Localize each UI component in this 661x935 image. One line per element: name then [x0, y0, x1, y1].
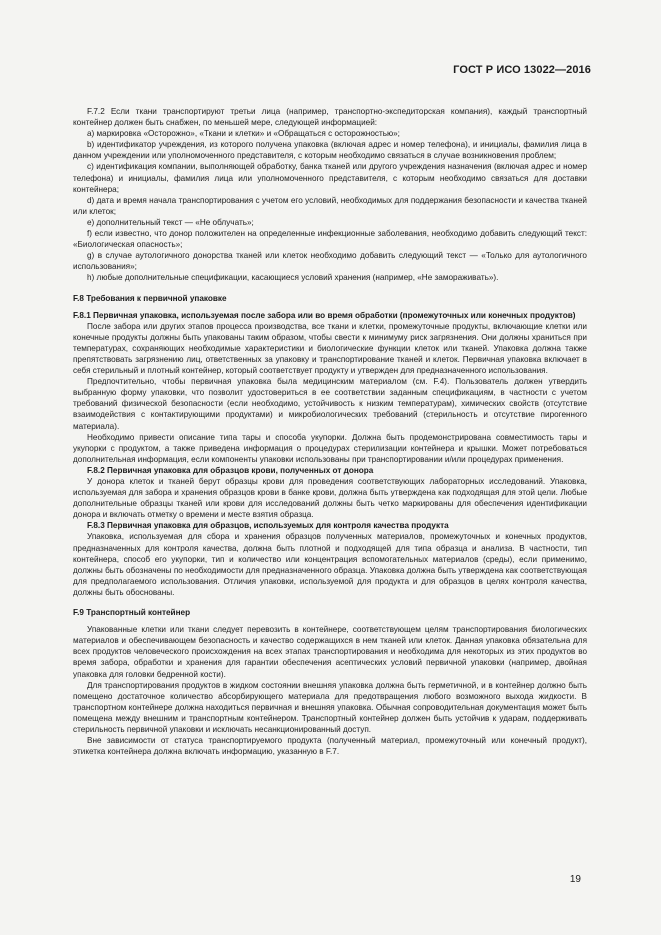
subsection-f83-title: F.8.3 Первичная упаковка для образцов, используемых для контроля качества продукта — [87, 521, 449, 531]
f72-item-f: f) если известно, что донор положителен на определенные инфекционные заболевания, необходимо добавить следующий текст: «Биологическая опасность»; — [73, 229, 587, 250]
f82-paragraph: У донора клеток и тканей берут образцы крови для проведения соответствующих лабораторных исследований. Упаковка, используемая для забора и хранения образцов крови в банке крови, должна быть утверждена как подходящая для этой цели. Любые дополнительные образцы тканей или крови для исследований должны быть четко маркированы для обеспечения идентификации донора и включать отметку о времени и месте взятия образца. — [73, 477, 587, 520]
page-number: 19 — [569, 874, 581, 885]
document-body — [73, 106, 587, 757]
f83-paragraph: Упаковка, используемая для сбора и хранения образцов полученных материалов, промежуточных и конечных продуктов, предназначенных для контроля качества, должна быть плотной и подходящей для типа образца и анализа. В частности, тип контейнера, способ его укупорки, тип и количество или концентрация вспомогательных материалов (среды), если применимо, должны быть обозначены по необходимости для предназначенного образца. Упаковка должна быть утверждена как соответствующая для предполагаемого использования. Отличия упаковки, используемой для продукта и для образцов в целях контроля качества, должны быть обоснованы. — [73, 532, 587, 597]
f72-intro: F.7.2 Если ткани транспортируют третьи лица (например, транспортно-экспедиторская компания), каждый транспортный контейнер должен быть снабжен, по меньшей мере, следующей информацией: — [73, 107, 587, 128]
f81-paragraph-3: Необходимо привести описание типа тары и способа укупорки. Должна быть продемонстрирована совместимость тары и укупорки с продуктом, а также приведена информация о процедурах стерилизации контейнера и крышки. Может потребоваться дополнительная информация, если компоненты упаковки использованы при транспортировании и/или процедурах применения. — [73, 432, 587, 464]
document-header: ГОСТ Р ИСО 13022—2016 — [453, 64, 591, 76]
f81-paragraph-1: После забора или других этапов процесса производства, все ткани и клетки, промежуточные продукты, включающие клетки или конечные продукты должны быть упакованы таким образом, чтобы свести к минимуму риск загрязнения. Они должны храниться при температурах, сохраняющих необходимые характеристики и биологические функции клеток или тканей. Упаковка должна также препятствовать загрязнению лиц, ответственных за упаковку и транспортирование тканей и клеток. Первичная упаковка включает в себя стерильный и плотный контейнер, который соответствует продукту и утвержден для предназначенного использования. — [73, 321, 587, 376]
f9-paragraph-2: Для транспортирования продуктов в жидком состоянии внешняя упаковка должна быть герметичной, и в контейнер должно быть помещено достаточное количество абсорбирующего материала для предотвращения любого возможного выхода жидкости. В транспортном контейнере должна находиться первичная и внешняя упаковка. Обычная сопроводительная документация может быть помещена между внешним и транспортным контейнером. Транспортный контейнер должен быть устойчив к ударам, поддерживать стерильность первичной упаковки и исключать несанкционированный доступ. — [73, 680, 587, 734]
section-f8-title: F.8 Требования к первичной упаковке — [73, 293, 227, 303]
section-f9-title: F.9 Транспортный контейнер — [73, 608, 191, 618]
subsection-f81-title: F.8.1 Первичная упаковка, используемая после забора или во время обработки (промежуточных или конечных продуктов) — [73, 310, 576, 320]
f72-item-b: b) идентификатор учреждения, из которого получена упаковка (включая адрес и номер телефона), и инициалы, фамилия лица в данном учреждении или уполномоченного представителя, с которым необходимо связаться в случае возникновения проблем; — [73, 140, 587, 161]
f9-paragraph-3: Вне зависимости от статуса транспортируемого продукта (полученный материал, промежуточный или конечный продукт), этикетка контейнера должна включать информацию, указанную в F.7. — [73, 736, 587, 757]
f72-item-h: h) любые дополнительные спецификации, касающиеся условий хранения (например, «Не замораживать»). — [87, 273, 499, 283]
f72-item-e: e) дополнительный текст — «Не облучать»; — [87, 217, 254, 227]
f72-item-a: a) маркировка «Осторожно», «Ткани и клетки» и «Обращаться с осторожностью»; — [87, 129, 400, 139]
f72-item-g: g) в случае аутологичного донорства тканей или клеток необходимо добавить следующий текст — «Только для аутологичного использования»; — [73, 251, 587, 272]
subsection-f82-title: F.8.2 Первичная упаковка для образцов крови, полученных от донора — [87, 465, 374, 475]
f72-item-d: d) дата и время начала транспортирования с учетом его условий, необходимых для поддержания безопасности и качества тканей или клеток; — [73, 195, 587, 216]
f72-item-c: c) идентификация компании, выполняющей обработку, банка тканей или другого учреждения назначения (включая адрес и номер телефона) и инициалы, фамилия лица или уполномоченного представителя, с которым необходимо связаться для доставки контейнера; — [73, 162, 587, 194]
f81-paragraph-2: Предпочтительно, чтобы первичная упаковка была медицинским материалом (см. F.4). Пользователь должен утвердить выбранную форму упаковки, что позволит удостовериться в ее соответствии заданным спецификациям, в частности с учетом требований физической безопасности (если необходимо, устойчивость к низким температурам), химических свойств (отсутствие взаимодействия с контактирующими продуктами) и микробиологических требований (стерильность и отсутствие пирогенного материала). — [73, 377, 587, 431]
f9-paragraph-1: Упакованные клетки или ткани следует перевозить в контейнере, соответствующем целям транспортирования биологических материалов и обеспечивающем безопасность и качество содержащихся в нем тканей или клеток. Данная упаковка обязательна для всех продуктов человеческого происхождения на всех этапах транспортирования и необходима для некоторых из этих продуктов во время забора, обработки и хранения для гарантии обеспечения асептических условий первичной упаковки (например, двойная упаковка для головки бедренной кости). — [73, 625, 587, 679]
